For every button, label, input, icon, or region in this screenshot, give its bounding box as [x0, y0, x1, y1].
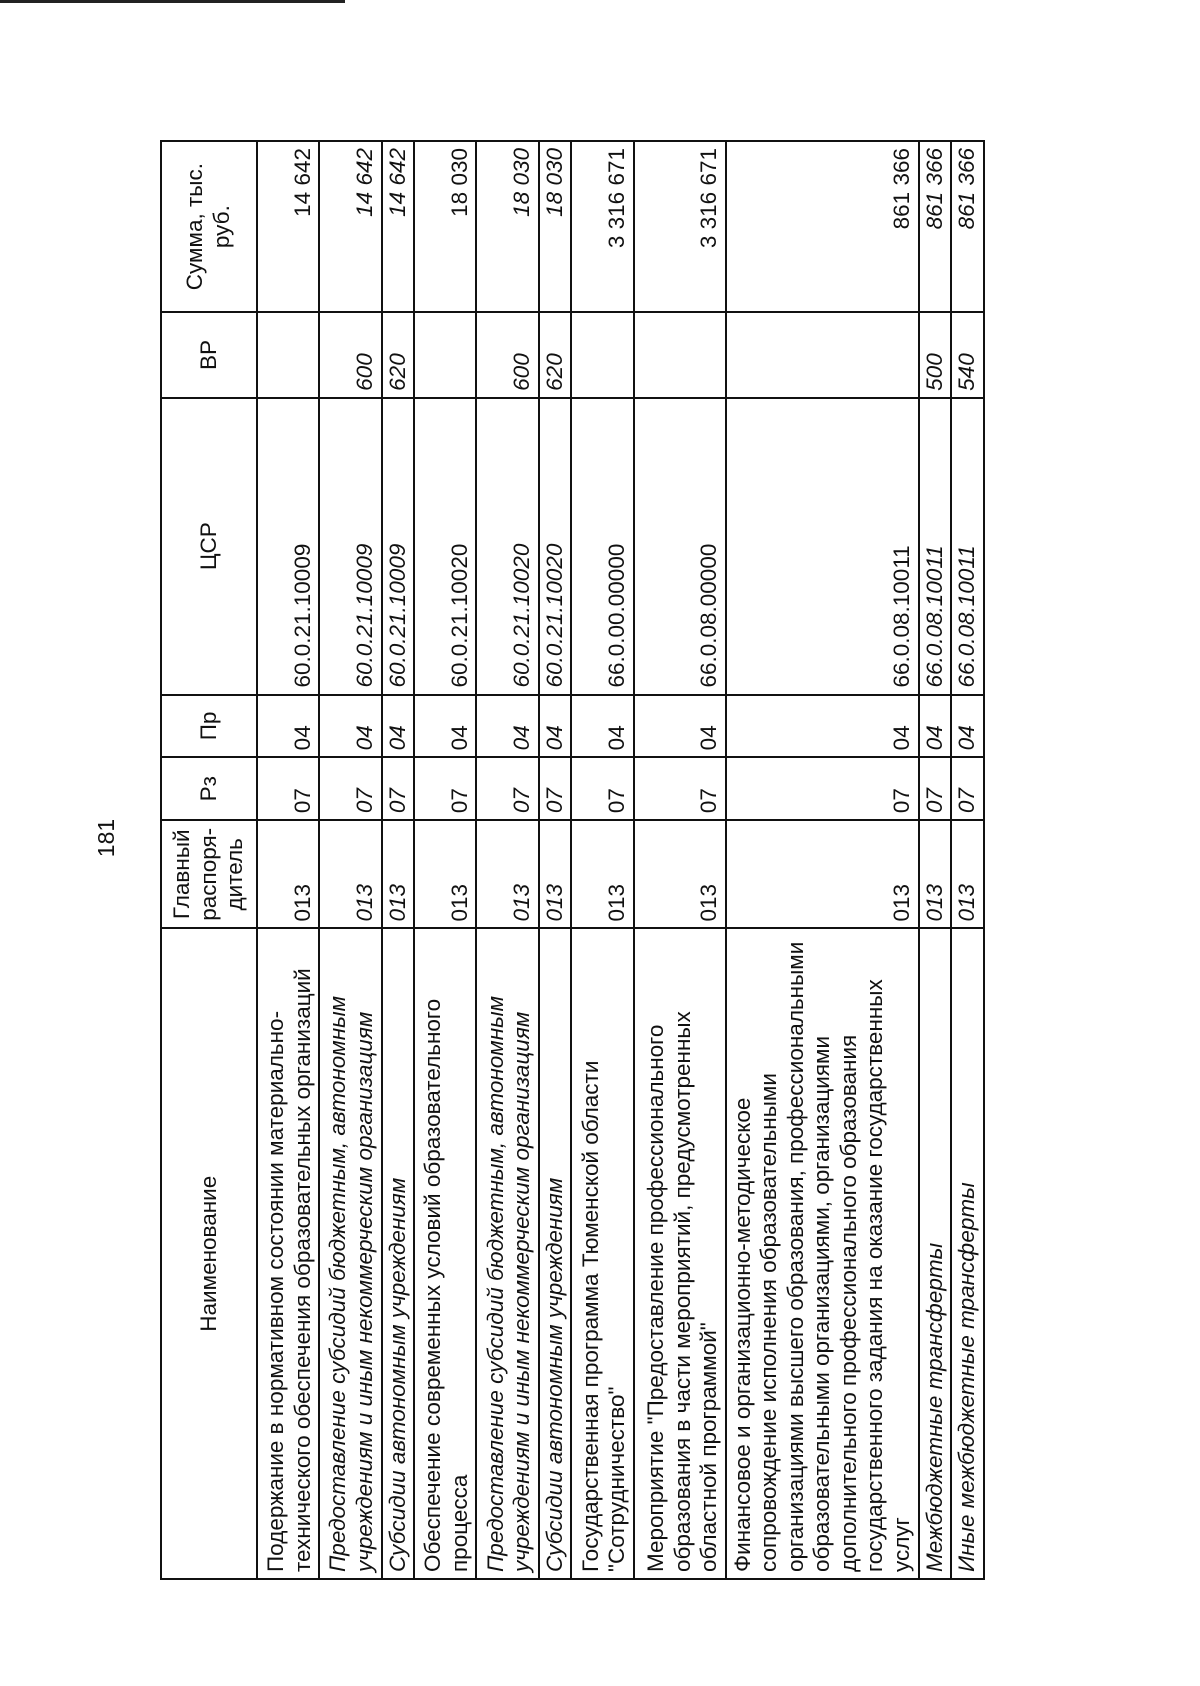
cell-csr: 60.0.21.10020 [476, 398, 538, 695]
cell-name: Иные межбюджетные трансферты [951, 928, 984, 1579]
cell-csr: 60.0.21.10020 [539, 398, 572, 695]
table-row [382, 141, 415, 1579]
cell-sum: 14 642 [257, 141, 319, 312]
cell-manager: 013 [634, 820, 726, 928]
cell-vr: 620 [382, 312, 415, 398]
table-row [951, 141, 984, 1579]
cell-manager: 013 [951, 820, 984, 928]
cell-csr: 60.0.21.10009 [257, 398, 319, 695]
cell-sum: 3 316 671 [634, 141, 726, 312]
cell-manager: 013 [571, 820, 633, 928]
cell-pr: 04 [634, 695, 726, 758]
cell-rz: 07 [919, 757, 952, 820]
cell-pr: 04 [319, 695, 381, 758]
cell-name: Государственная программа Тюменской области "Сотрудничество" [571, 928, 633, 1579]
table-row [634, 141, 726, 1579]
cell-sum: 14 642 [319, 141, 381, 312]
cell-rz: 07 [951, 757, 984, 820]
table-row [414, 141, 476, 1579]
cell-csr: 66.0.00.00000 [571, 398, 633, 695]
cell-pr: 04 [726, 695, 919, 758]
cell-manager: 013 [919, 820, 952, 928]
cell-name: Субсидии автономным учреждениям [539, 928, 572, 1579]
cell-sum: 861 366 [726, 141, 919, 312]
cell-sum: 861 366 [919, 141, 952, 312]
cell-vr [257, 312, 319, 398]
cell-rz: 07 [382, 757, 415, 820]
cell-rz: 07 [726, 757, 919, 820]
header-sum: Сумма, тыс. руб. [161, 141, 257, 312]
cell-sum: 14 642 [382, 141, 415, 312]
cell-manager: 013 [414, 820, 476, 928]
cell-name: Подержание в нормативном состоянии материально-технического обеспечения образовательных организаций [257, 928, 319, 1579]
cell-vr: 500 [919, 312, 952, 398]
cell-pr: 04 [476, 695, 538, 758]
cell-rz: 07 [539, 757, 572, 820]
table-row [919, 141, 952, 1579]
cell-pr: 04 [257, 695, 319, 758]
cell-name: Обеспечение современных условий образовательного процесса [414, 928, 476, 1579]
cell-vr [571, 312, 633, 398]
cell-rz: 07 [634, 757, 726, 820]
cell-rz: 07 [476, 757, 538, 820]
cell-vr: 600 [476, 312, 538, 398]
cell-manager: 013 [476, 820, 538, 928]
cell-csr: 60.0.21.10009 [319, 398, 381, 695]
cell-csr: 66.0.08.10011 [951, 398, 984, 695]
cell-vr: 620 [539, 312, 572, 398]
cell-pr: 04 [414, 695, 476, 758]
header-manager: Главный распоря-дитель [161, 820, 257, 928]
cell-csr: 66.0.08.10011 [919, 398, 952, 695]
table-row [476, 141, 538, 1579]
cell-csr: 66.0.08.10011 [726, 398, 919, 695]
cell-rz: 07 [257, 757, 319, 820]
cell-vr: 600 [319, 312, 381, 398]
table-header-row [161, 141, 257, 1579]
cell-rz: 07 [571, 757, 633, 820]
cell-name: Предоставление субсидий бюджетным, автономным учреждениям и иным некоммерческим организациям [319, 928, 381, 1579]
table-row [571, 141, 633, 1579]
header-rz: Рз [161, 757, 257, 820]
rotated-table-wrapper [160, 140, 985, 1580]
cell-name: Мероприятие "Предоставление профессионального образования в части мероприятий, предусмотренных областной программой" [634, 928, 726, 1579]
budget-table [160, 140, 985, 1580]
cell-vr [414, 312, 476, 398]
cell-sum: 18 030 [539, 141, 572, 312]
cell-rz: 07 [319, 757, 381, 820]
table-row [539, 141, 572, 1579]
scan-edge-bar [0, 0, 345, 3]
cell-vr: 540 [951, 312, 984, 398]
table-row [726, 141, 919, 1579]
table-row [319, 141, 381, 1579]
cell-pr: 04 [539, 695, 572, 758]
cell-manager: 013 [257, 820, 319, 928]
cell-pr: 04 [382, 695, 415, 758]
cell-csr: 60.0.21.10020 [414, 398, 476, 695]
cell-manager: 013 [539, 820, 572, 928]
cell-manager: 013 [726, 820, 919, 928]
header-pr: Пр [161, 695, 257, 758]
cell-name: Предоставление субсидий бюджетным, автономным учреждениям и иным некоммерческим организациям [476, 928, 538, 1579]
cell-sum: 861 366 [951, 141, 984, 312]
page-number: 181 [93, 818, 119, 858]
cell-vr [634, 312, 726, 398]
cell-manager: 013 [319, 820, 381, 928]
cell-name: Финансовое и организационно-методическое сопровождение исполнения образовательными организациями высшего образования, профессиональными образовательными организациями, организациями дополнительного профессионального образования государственного задания на оказание государственных услуг [726, 928, 919, 1579]
cell-sum: 3 316 671 [571, 141, 633, 312]
table-body [257, 141, 984, 1579]
header-name: Наименование [161, 928, 257, 1579]
cell-vr [726, 312, 919, 398]
cell-csr: 66.0.08.00000 [634, 398, 726, 695]
cell-csr: 60.0.21.10009 [382, 398, 415, 695]
cell-pr: 04 [571, 695, 633, 758]
cell-sum: 18 030 [414, 141, 476, 312]
cell-sum: 18 030 [476, 141, 538, 312]
cell-manager: 013 [382, 820, 415, 928]
header-vr: ВР [161, 312, 257, 398]
header-csr: ЦСР [161, 398, 257, 695]
cell-rz: 07 [414, 757, 476, 820]
cell-name: Межбюджетные трансферты [919, 928, 952, 1579]
cell-pr: 04 [951, 695, 984, 758]
cell-pr: 04 [919, 695, 952, 758]
table-row [257, 141, 319, 1579]
cell-name: Субсидии автономным учреждениям [382, 928, 415, 1579]
